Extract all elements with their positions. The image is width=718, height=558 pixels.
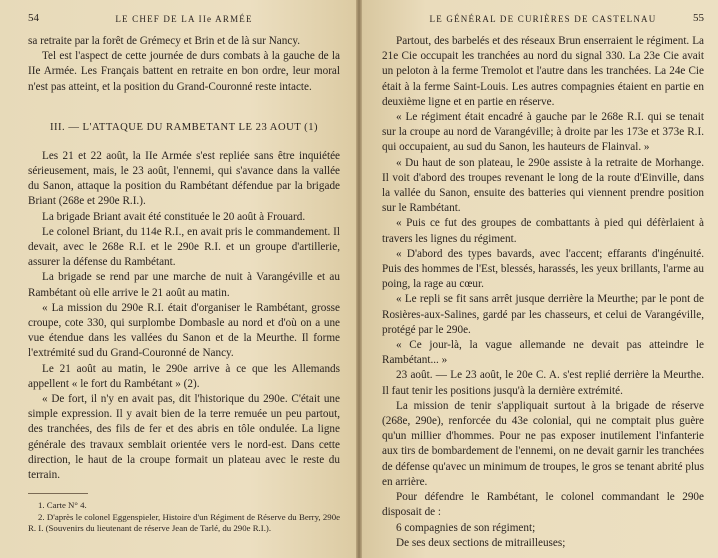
paragraph: Le 21 août au matin, le 290e arrive à ce que les Allemands appellent « le fort du Rambétant » (2). xyxy=(28,362,340,390)
paragraph: Le colonel Briant, du 114e R.I., en avait pris le commandement. Il devait, avec le 268e R.I. et le 290e R.I. et un groupe d'artillerie, assurer la défense du Rambétant. xyxy=(28,225,340,269)
paragraph: « Le repli se fit sans arrêt jusque derrière la Meurthe; par le pont de Rosières-aux-Salines, gardé par les chasseurs, et celui de Varangéville, protégé par le 290e. xyxy=(382,293,704,336)
footnote: 1. Carte N° 4. xyxy=(38,500,87,511)
paragraph: De ses deux sections de mitrailleuses; xyxy=(396,536,566,549)
right-running-head: LE GÉNÉRAL DE CURIÈRES DE CASTELNAU xyxy=(429,14,657,24)
section-title: III. — L'ATTAQUE DU RAMBETANT LE 23 AOUT (1) xyxy=(49,121,319,133)
paragraph: « Ce jour-là, la vague allemande ne devait pas atteindre le Rambétant... » xyxy=(382,339,704,367)
paragraph: 6 compagnies de son régiment; xyxy=(396,521,536,534)
paragraph: « Puis ce fut des groupes de combattants à pied qui défèrlaient à travers les lignes du régiment. xyxy=(382,217,704,245)
paragraph: Pour défendre le Rambétant, le colonel commandant le 290e disposait de : xyxy=(382,491,704,519)
left-page xyxy=(0,0,356,558)
left-running-head: LE CHEF DE LA IIe ARMÉE xyxy=(115,14,253,24)
paragraph: La mission de tenir s'appliquait surtout à la brigade de réserve (268e, 290e), renforcée du 43e colonial, qui ne comptait plus guère qu'un millier d'hommes. Pour ne pas exposer inutilement l'infanterie aux tirs de bombardement de l'ennemi, on ne devait garnir les tranchées de défense qu'avec un minimum de troupes, le gros se tenant abrité plus en arrière. xyxy=(382,399,704,488)
footnote: 2. D'après le colonel Eggenspieler, Histoire d'un Régiment de Réserve du Berry, 290e R. I. (Souvenirs du lieutenant de réserve Jean de Tarlé, du 290e R.I.). xyxy=(28,511,340,534)
paragraph: « La mission du 290e R.I. était d'organiser le Rambétant, grosse croupe, cote 330, qui surplombe Dombasle au nord et d'où on a une vue étendue dans les vallées du Sanon et de la Meurthe. Il forme l'extrémité sud du Grand-Couronné de Nancy. xyxy=(28,301,340,360)
paragraph: sa retraite par la forêt de Grémecy et Brin et de là sur Nancy. xyxy=(28,35,300,47)
paragraph: La brigade se rend par une marche de nuit à Varangéville et au Rambétant où elle arrive le 21 août au matin. xyxy=(28,271,340,299)
paragraph: Tel est l'aspect de cette journée de durs combats à la gauche de la IIe Armée. Les Français battent en retraite en bon ordre, leur moral n'est pas atteint, et la position du Grand-Couronné reste intacte. xyxy=(28,50,340,93)
paragraph: Les 21 et 22 août, la IIe Armée s'est repliée sans être inquiétée sérieusement, mais, le 23 août, l'ennemi, qui s'avance dans la vallée du Sanon, attaque la position du Rambétant défendue par la brigade Briant (268e et 290e R.I.). xyxy=(28,149,340,208)
paragraph: La brigade Briant avait été constituée le 20 août à Frouard. xyxy=(42,210,306,223)
paragraph: « Le régiment était encadré à gauche par le 268e R.I. qui se tenait sur la croupe au nord de Varangéville; à droite par les 173e et 373e R.I. qui occupaient, au sud du Sanon, les hauteurs de Flainval. » xyxy=(382,111,704,154)
right-page-header xyxy=(382,12,704,34)
paragraph: 23 août. — Le 23 août, le 20e C. A. s'est replié derrière la Meurthe. Il faut tenir les positions jusqu'à la dernière extrémité. xyxy=(382,369,704,397)
left-page-number: 54 xyxy=(28,12,39,24)
right-page-number: 55 xyxy=(693,12,704,24)
paragraph: « De fort, il n'y en avait pas, dit l'historique du 290e. C'était une simple expression. Il y avait bien de la terre remuée un peu partout, des tranchées, des fils de fer et des abris en tôle ondulée. La ligne générale des travaux semblait orientée vers le nord-est. Dans cette direction, le haut de la croupe formait un plateau avec le reste du terrain. xyxy=(28,393,340,482)
left-page-header xyxy=(28,12,340,34)
paragraph: Partout, des barbelés et des réseaux Brun enserraient le régiment. La 21e Cie occupait les tranchées au nord du signal 330. La 23e Cie avait un peloton à la ferme Tremolot et l'autre dans les tranchées. La 24e Cie était à la ferme Saint-Louis. Les autres compagnies étaient en partie en deuxième ligne et en partie en réserve. xyxy=(382,35,704,108)
right-page xyxy=(362,0,718,558)
paragraph: « Du haut de son plateau, le 290e assiste à la retraite de Morhange. Il voit d'abord des troupes revenant le long de la route d'Einville, dans la vallée du Sanon, ensuite des batteries qui viennent prendre position sur le Rambétant. xyxy=(382,156,704,215)
paragraph: « D'abord des types bavards, avec l'accent; effarants d'ingénuité. Puis des hommes de l'Est, blessés, harassés, les yeux brillants, l'arme au poing, la rage au cœur. xyxy=(382,247,704,291)
footnote-rule xyxy=(28,493,88,500)
